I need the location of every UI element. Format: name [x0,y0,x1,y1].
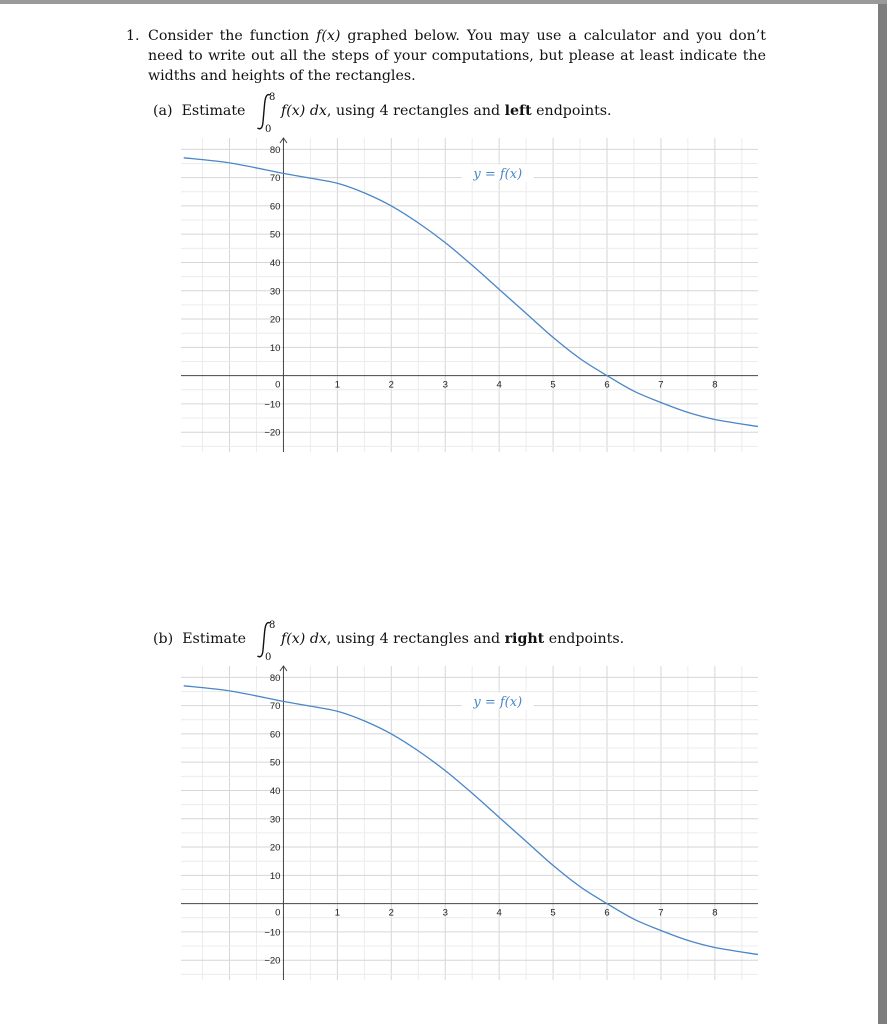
y-tick-label: 0 [275,379,281,391]
part-a-text-end: endpoints. [531,103,612,119]
function-symbol: f(x) [316,28,341,44]
part-b-verb: Estimate [182,631,247,647]
part-b-text-mid: , using 4 rectangles and [326,631,505,647]
x-tick-label: 3 [442,379,448,391]
x-tick-label: 1 [334,379,341,391]
y-tick-label: 10 [269,342,281,354]
x-tick-label: 1 [334,907,341,919]
x-tick-label: 2 [388,379,394,391]
x-tick-label: 4 [496,379,502,391]
y-tick-label: 80 [269,144,281,156]
problem-text-end: graphed below. You may use a calculator and you don’t need to write out all the steps of your computations, but please at least indicate the widths and heights of the rectangles. [148,28,766,84]
part-label [153,631,246,647]
integral-lower-limit: 0 [265,124,272,133]
x-tick-label: 6 [604,907,610,919]
x-tick-label: 5 [550,907,556,919]
x-tick-label: 2 [388,907,394,919]
part-b-text-end: endpoints. [544,631,625,647]
y-tick-label: 50 [269,229,281,241]
y-tick-label: 0 [275,907,281,919]
y-tick-label: 70 [269,701,281,713]
part-a-integrand: f(x) dx [281,103,327,119]
problem-text [148,26,766,86]
x-tick-label: 5 [550,379,556,391]
x-tick-label: 7 [658,907,664,919]
integral-upper-limit: 8 [269,620,276,631]
problem-text-start: Consider the function [148,28,317,44]
y-tick-label: 30 [269,286,281,298]
y-tick-label: −20 [264,427,281,439]
integral-lower-limit: 0 [265,652,272,661]
part-a-text-mid: , using 4 rectangles and [326,103,505,119]
y-tick-label: 40 [269,257,281,269]
part-a-label: (a) [153,103,173,119]
y-tick-label: 60 [269,201,281,213]
y-tick-label: −20 [264,955,281,967]
x-tick-label: 4 [496,907,502,919]
x-tick-label: 8 [712,379,718,391]
x-tick-label: 6 [604,379,610,391]
graph-a-svg [170,130,770,460]
problem-number: 1. [126,28,140,44]
y-tick-label: 40 [269,785,281,797]
graph-b [170,658,770,988]
x-tick-label: 3 [442,907,448,919]
y-tick-label: −10 [264,399,281,411]
y-tick-label: 20 [269,314,281,326]
y-tick-label: −10 [264,927,281,939]
y-tick-label: 60 [269,729,281,741]
y-tick-label: 50 [269,757,281,769]
integral-sign [254,617,280,661]
part-b-integrand: f(x) dx [281,631,327,647]
y-tick-label: 80 [269,672,281,684]
y-tick-label: 20 [269,842,281,854]
part-b-label: (b) [153,631,174,647]
part-label [153,103,245,119]
graph-b-svg [170,658,770,988]
y-tick-label: 10 [269,870,281,882]
y-tick-label: 30 [269,814,281,826]
graph-a [170,130,770,460]
y-tick-label: 70 [269,173,281,185]
part-a-verb: Estimate [181,103,246,119]
part-a-text [281,103,612,119]
part-b-bold-word: right [504,631,545,647]
curve-label: y = f(x) [473,166,523,182]
integral-sign [254,89,280,133]
curve-label: y = f(x) [473,694,523,710]
part-a-bold-word: left [504,103,532,119]
integral-upper-limit: 8 [269,92,276,103]
x-tick-label: 8 [712,907,718,919]
part-b-text [281,631,624,647]
x-tick-label: 7 [658,379,664,391]
